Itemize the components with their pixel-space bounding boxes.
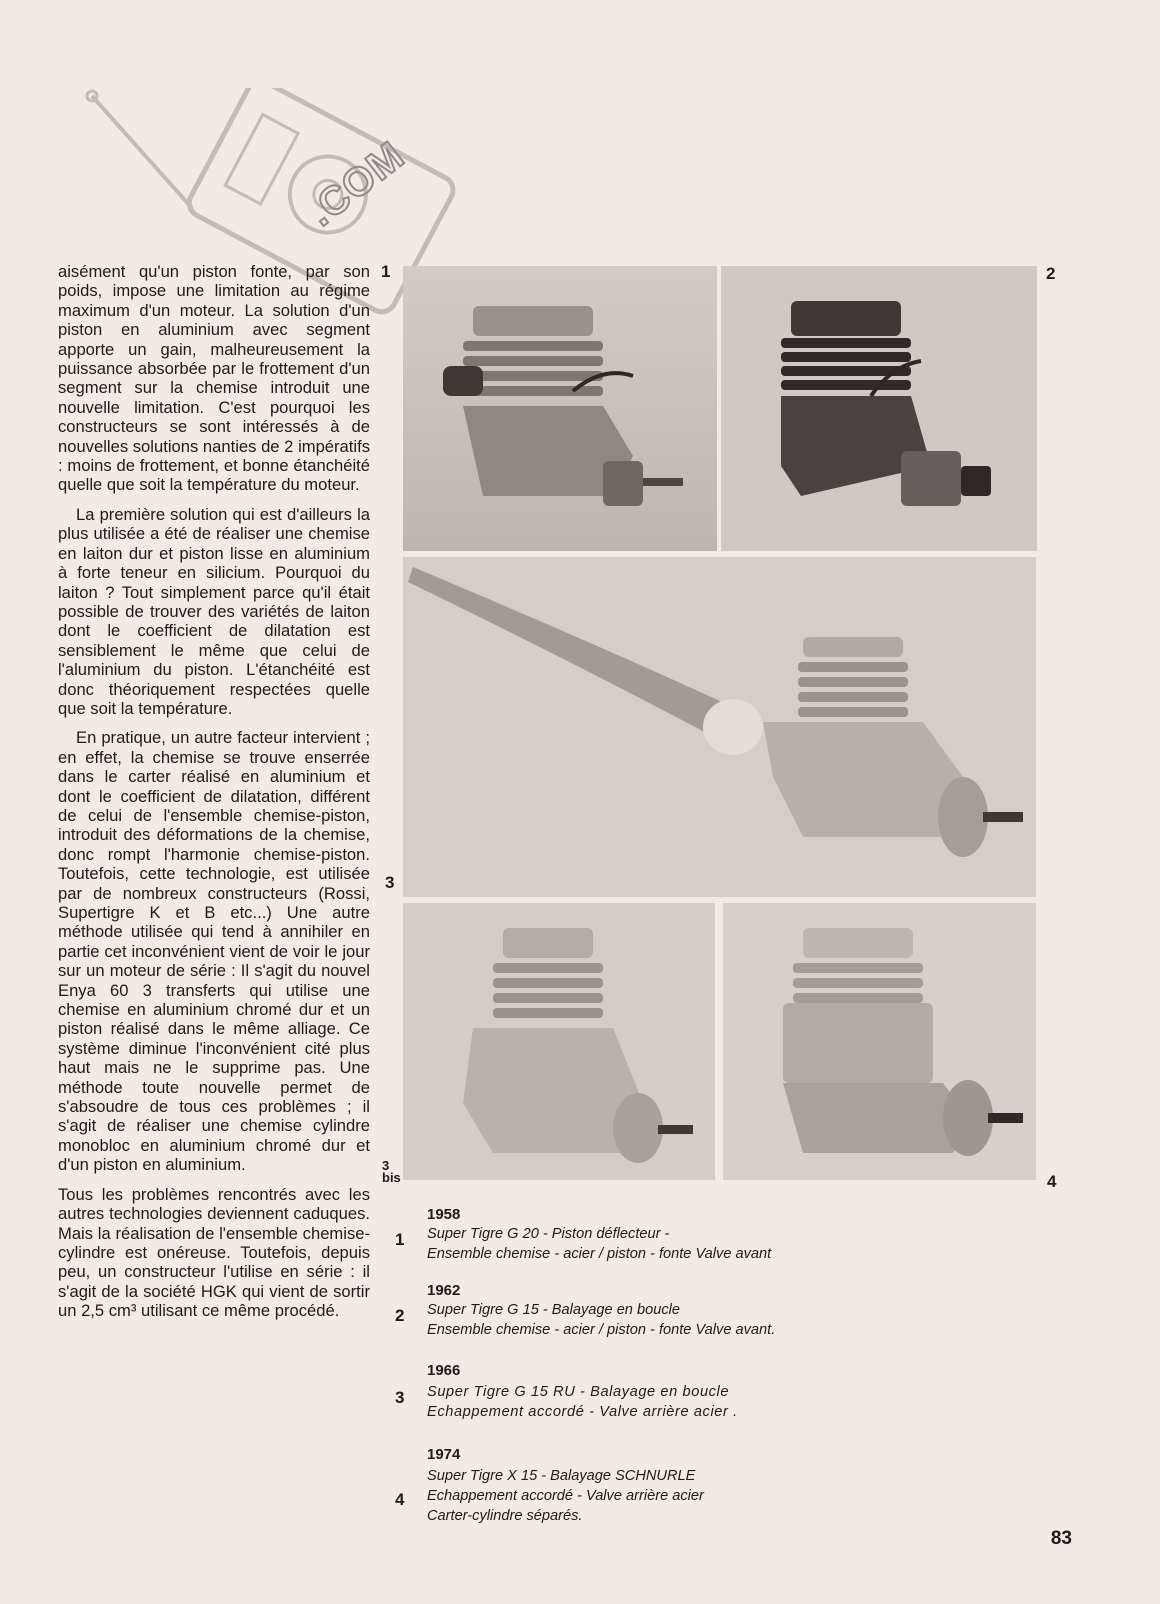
caption-4-line-2: Echappement accordé - Valve arrière acier: [427, 1488, 704, 1504]
engine-photo-3: [403, 557, 1036, 897]
caption-1-line-1: Super Tigre G 20 - Piston déflecteur -: [427, 1226, 670, 1242]
caption-4-year: 1974: [427, 1446, 461, 1463]
caption-4-number: 4: [395, 1490, 405, 1509]
photo-number-3bis: [382, 1160, 401, 1184]
caption-1: [395, 1206, 855, 1266]
caption-2-line-1: Super Tigre G 15 - Balayage en boucle: [427, 1302, 680, 1318]
paragraph-1: aisément qu'un piston fonte, par son poids, impose une limitation au régime maximum d'un moteur. La solution d'un piston en aluminium avec segment apporte un gain, malheureusement la puissance absorbée par le frottement d'un segment sur la chemise introduit une nouvelle limitation. C'est pourquoi les constructeurs se sont intéressés à de nouvelles solutions nanties de 2 impératifs : moins de frottement, et bonne étanchéité quelle que soit la température du moteur.: [58, 262, 370, 495]
photo-number-2: 2: [1046, 264, 1056, 283]
caption-2: [395, 1282, 855, 1342]
caption-3-number: 3: [395, 1388, 405, 1407]
paragraph-2: La première solution qui est d'ailleurs la plus utilisée a été de réaliser une chemise en laiton dur et piston lisse en aluminium à forte teneur en silicium. Pourquoi du laiton ? Tout simplement parce qu'il était possible de trouver des variétés de laiton dont le coefficient de dilatation est sensiblement le même que celui de l'aluminium du piston. L'étanchéité est donc théoriquement respectées quelle que soit la température.: [58, 504, 370, 718]
caption-4-line-1: Super Tigre X 15 - Balayage SCHNURLE: [427, 1468, 696, 1484]
photo-number-3: 3: [385, 873, 395, 892]
photo-number-3bis-digit: 3: [382, 1158, 390, 1173]
engine-photo-3bis: [403, 903, 715, 1180]
caption-4: [395, 1446, 855, 1526]
caption-1-number: 1: [395, 1230, 405, 1249]
caption-2-line-2: Ensemble chemise - acier / piston - fonte Valve avant.: [427, 1322, 776, 1338]
caption-3: [395, 1362, 855, 1422]
photo-number-1: 1: [381, 262, 391, 281]
paragraph-3: En pratique, un autre facteur intervient ; en effet, la chemise se trouve enserrée dans le carter réalisé en aluminium et dont le coefficient de dilatation, différent de celui de l'ensemble chemise-piston, introduit des déformations de la chemise, donc rompt l'harmonie chemise-piston. Toutefois, cette technologie, est utilisée par de nombreux constructeurs (Rossi, Supertigre K et B etc...) Une autre méthode utilisée qui tend à annihiler en partie cet inconvénient vient de voir le jour sur un moteur de série : Il s'agit du nouvel Enya 60 3 transferts qui utilise une chemise en aluminium chromé dur et un piston réalisé dans le même alliage. Ce système diminue l'inconvénient cité plus haut mais ne le supprime pas. Une méthode toute nouvelle permet de s'absoudre de tous ces problèmes ; il s'agit de réaliser une chemise cylindre monobloc en aluminium chromé dur et d'un piston en aluminium.: [58, 728, 370, 1175]
caption-4-line-3: Carter-cylindre séparés.: [427, 1508, 583, 1524]
caption-2-number: 2: [395, 1306, 405, 1325]
watermark-text: .COM: [300, 133, 413, 235]
caption-1-line-2: Ensemble chemise - acier / piston - fonte Valve avant: [427, 1246, 772, 1262]
engine-photo-2: [721, 266, 1037, 551]
paragraph-4: Tous les problèmes rencontrés avec les autres technologies deviennent caduques. Mais la réalisation de l'ensemble chemise-cylindre est onéreuse. Toutefois, depuis peu, un constructeur l'utilise en série : il s'agit de la société HGK qui vient de sortir un 2,5 cm³ utilisant ce même procédé.: [58, 1184, 370, 1321]
caption-3-line-1: Super Tigre G 15 RU - Balayage en boucle: [427, 1384, 730, 1400]
page-number: 83: [1050, 1528, 1072, 1549]
caption-1-year: 1958: [427, 1206, 461, 1223]
caption-2-year: 1962: [427, 1282, 461, 1299]
article-body: [58, 262, 370, 1321]
caption-3-year: 1966: [427, 1362, 461, 1379]
engine-photo-4: [723, 903, 1036, 1180]
photo-number-3bis-sub: bis: [382, 1170, 401, 1185]
engine-photo-1: [403, 266, 717, 551]
photo-number-4: 4: [1047, 1172, 1057, 1191]
caption-3-line-2: Echappement accordé - Valve arrière acier .: [427, 1404, 738, 1420]
